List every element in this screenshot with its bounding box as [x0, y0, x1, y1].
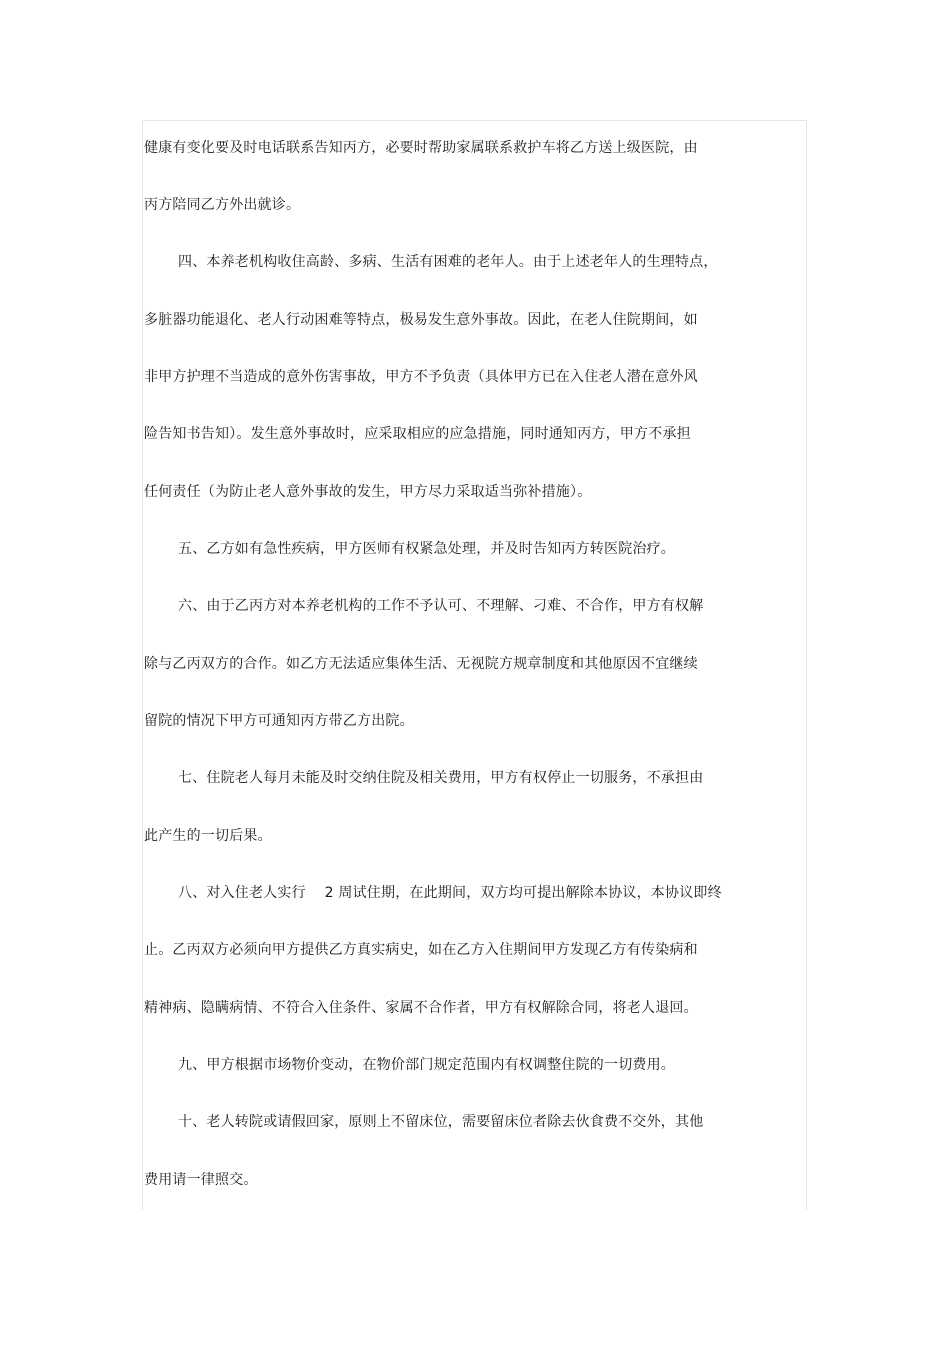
clause-9-text: 九、甲方根据市场物价变动，在物价部门规定范围内有权调整住院的一切费用。	[178, 1057, 675, 1073]
text-line: 健康有变化要及时电话联系告知丙方，必要时帮助家属联系救护车将乙方送上级医院，由	[144, 140, 698, 156]
text-line: 费用请一律照交。	[144, 1172, 258, 1188]
clause-5-text: 五、乙方如有急性疾病，甲方医师有权紧急处理，并及时告知丙方转医院治疗。	[178, 541, 675, 557]
clause-7-text: 七、住院老人每月未能及时交纳住院及相关费用，甲方有权停止一切服务，不承担由	[178, 770, 704, 786]
text-line: 留院的情况下甲方可通知丙方带乙方出院。	[144, 713, 414, 729]
text-line: 此产生的一切后果。	[144, 828, 272, 844]
text-line: 除与乙丙双方的合作。如乙方无法适应集体生活、无视院方规章制度和其他原因不宜继续	[144, 656, 698, 672]
text-line: 精神病、隐瞒病情、不符合入住条件、家属不合作者，甲方有权解除合同，将老人退回。	[144, 1000, 698, 1016]
clause-8-text: 八、对入住老人实行 2 周试住期，在此期间，双方均可提出解除本协议，本协议即终	[178, 885, 722, 901]
text-line: 非甲方护理不当造成的意外伤害事故，甲方不予负责（具体甲方已在入住老人潜在意外风	[144, 369, 698, 385]
text-line: 险告知书告知）。发生意外事故时，应采取相应的应急措施，同时通知丙方，甲方不承担	[144, 426, 691, 442]
clause-10-text: 十、老人转院或请假回家，原则上不留床位，需要留床位者除去伙食费不交外，其他	[178, 1114, 704, 1130]
clause-4-text: 四、本养老机构收住高龄、多病、生活有困难的老年人。由于上述老年人的生理特点，	[178, 254, 718, 270]
text-line: 丙方陪同乙方外出就诊。	[144, 197, 301, 213]
clause-6-text: 六、由于乙丙方对本养老机构的工作不予认可、不理解、刁难、不合作，甲方有权解	[178, 598, 704, 614]
text-line: 多脏器功能退化、老人行动困难等特点，极易发生意外事故。因此，在老人住院期间，如	[144, 312, 698, 328]
text-line: 止。乙丙双方必须向甲方提供乙方真实病史，如在乙方入住期间甲方发现乙方有传染病和	[144, 942, 698, 958]
text-line: 任何责任（为防止老人意外事故的发生，甲方尽力采取适当弥补措施）。	[144, 484, 592, 500]
